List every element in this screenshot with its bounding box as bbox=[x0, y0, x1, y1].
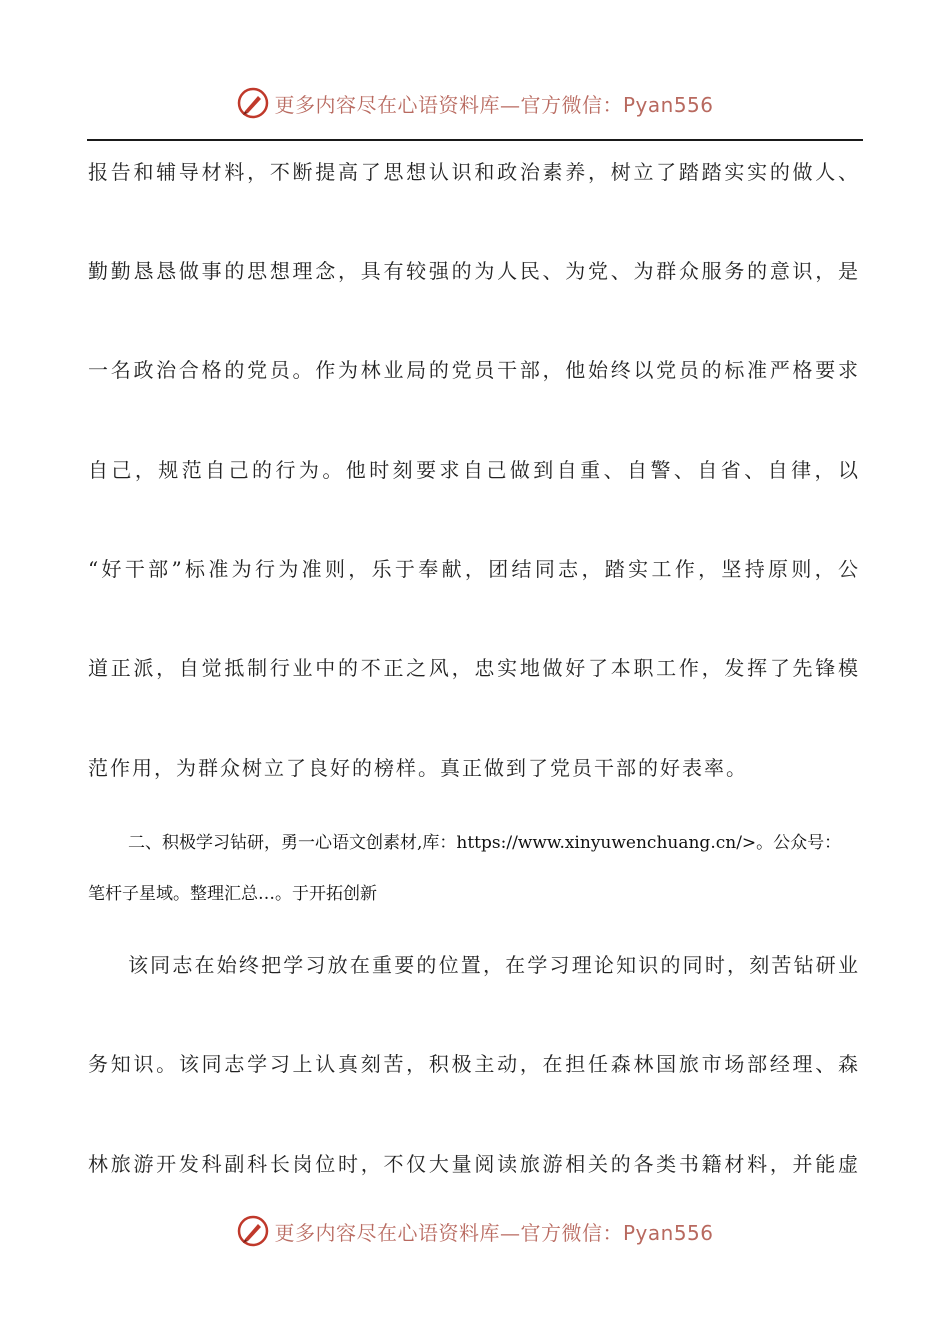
body-line: 道正派，自觉抵制行业中的不正之风，忠实地做好了本职工作，发挥了先锋模 bbox=[88, 656, 860, 680]
body-line: “好干部”标准为行为准则，乐于奉献，团结同志，踏实工作，坚持原则，公 bbox=[88, 557, 860, 581]
body-line: 林旅游开发科副科长岗位时，不仅大量阅读旅游相关的各类书籍材料，并能虚 bbox=[88, 1152, 860, 1176]
pen-logo-icon bbox=[236, 86, 270, 120]
pen-logo-icon bbox=[236, 1214, 270, 1248]
body-line: 自己，规范自己的行为。他时刻要求自己做到自重、自警、自省、自律，以 bbox=[88, 458, 860, 482]
section-heading-cont: 笔杆子星域。整理汇总…。于开拓创新 bbox=[88, 884, 377, 904]
body-line: 一名政治合格的党员。作为林业局的党员干部，他始终以党员的标准严格要求 bbox=[88, 358, 860, 382]
body-line: 务知识。该同志学习上认真刻苦，积极主动，在担任森林国旅市场部经理、森 bbox=[88, 1052, 860, 1076]
footer-banner-label: 更多内容尽在心语资料库—官方微信： bbox=[274, 1220, 623, 1245]
section-heading: 二、积极学习钻研，勇一心语文创素材,库：https://www.xinyuwenchuang.cn/>。公众号： bbox=[128, 833, 842, 853]
body-line: 报告和辅导材料，不断提高了思想认识和政治素养，树立了踏踏实实的做人、 bbox=[88, 160, 860, 184]
footer-banner bbox=[0, 1211, 950, 1251]
body-line: 范作用，为群众树立了良好的榜样。真正做到了党员干部的好表率。 bbox=[88, 756, 748, 780]
body-line: 该同志在始终把学习放在重要的位置，在学习理论知识的同时，刻苦钻研业 bbox=[128, 953, 860, 977]
footer-wechat-id: Pyan556 bbox=[622, 1220, 714, 1245]
header-banner bbox=[0, 83, 950, 123]
header-banner-label: 更多内容尽在心语资料库—官方微信： bbox=[274, 92, 623, 117]
footer-banner-text bbox=[274, 1217, 713, 1246]
body-line: 勤勤恳恳做事的思想理念，具有较强的为人民、为党、为群众服务的意识，是 bbox=[88, 259, 860, 283]
header-divider bbox=[87, 139, 863, 141]
header-wechat-id: Pyan556 bbox=[622, 92, 714, 117]
header-banner-text bbox=[274, 89, 713, 118]
